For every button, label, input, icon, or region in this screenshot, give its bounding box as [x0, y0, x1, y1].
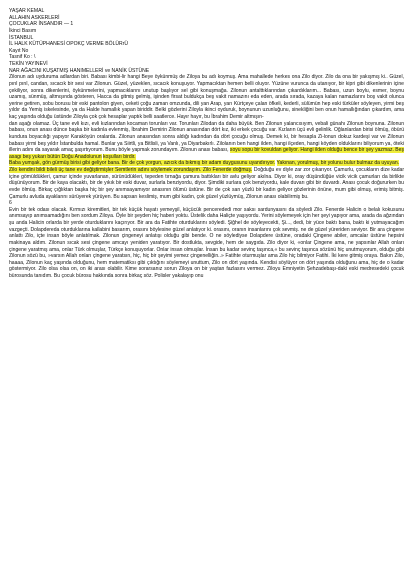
- highlighted-text-line: Yakınan, yorulmuş, bir yolunu bulur bulmaz da uyuyan.: [276, 160, 400, 167]
- text-line: herkes ona Zilo diyor. Zilo da ona bir yakışmış ki.. Güzel, pırıl pırıl, candan, sıcacık bir sesi var Zilonun. Güzel, yüzeklen,: [9, 74, 404, 87]
- text-line: ama, onlar Türk olmuşlar, Türkçe konuşuyorlar. Onlar insan olmuşlar. İnsan bu kadar sevinç taşınca,« bu sevinç taşınca: [49, 246, 319, 253]
- text-line: sürünüdükleri, tepeden tırnağa çamura battıkları bir avlu geliyor akılna. Diyor ki, oray düşündüğüe vicik vicik çamurları: [111, 173, 381, 180]
- text-line: sıcacık konuşuyor. Yapmacıktan hemen belli oluyor. Yüzüne vurunca da utanıyor, bir kipri gibi dikenlerinin içine: [153, 80, 404, 87]
- text-line: Zilonun anası olabilirmiş bu.: [246, 193, 309, 200]
- author-line: YAŞAR KEMAL: [9, 8, 45, 14]
- text-line: Zilo, içte insan böyle anlatılmak. Zilonun çingeneyi anlatışı olduğu gibi bende. O ne söylediyse Dolapdere üstüne,: [25, 233, 292, 240]
- paragraph-3: [9, 160, 404, 167]
- text-line: biliyorum ya, öteki illerin adını da sayarak amaç şaşırtıyorum. Bunu böyle yapmak zorundayım. Zilonun anası babası,: [9, 140, 405, 154]
- record-number-line: Kayıt No: [9, 47, 29, 54]
- text-line: Ben Zilonun yalancısıyım, vebali günahı Zilonun boynuna. Zilonun babası, onun anası dünce başka bir kadınla: [9, 120, 405, 134]
- text-line: bitmiş. Çamurlu avluda ayaklarını sürüyerek yürüyen. Bu sapsarı keslimiş, mum gibi kadın, çok güzel yüzlüymüş,: [9, 186, 405, 200]
- header-block: [9, 8, 404, 74]
- paragraph-1: [9, 74, 404, 120]
- highlighted-text-line: Baba yumşak, gön gürmüş birisi gibi geliyor bana. Bir de çok yorgun, azıcık da bıkmış bir adam duygusunu uyandırıyor.: [9, 160, 276, 167]
- text-line: Bunlar ya Siirtli, ya Bitlisli, ya Vanlı, ya Diyarbakırlı. Zilolanın ben hangi ilden, hangi ilçeden, hangi köyden olduklarını: [101, 140, 362, 147]
- paragraph-4: [9, 167, 404, 200]
- text-line: Demir altmışın-: [229, 114, 264, 120]
- text-line: olunca yerine getiren, sobu borusu bir eski pantolon giyen, ceketi çoğu zaman omzunda, dili yan Arap, yarı Kürtçeye: [9, 94, 404, 107]
- text-line: Zilonun antalttıklarından çıkardıklarım... Babası, uzun boylu, esmer, boynu uzamış, sünmüş, altmışında gösteren, Hacca: [9, 87, 405, 101]
- text-line: benziyordu, kale duvarı gibi bir duvardı. Anası çocuk doğururken bu evde ölmüş. Birkaç çığlıktan başka hiç bir şey: [9, 180, 404, 193]
- text-line: yapan biriddir. Belki gözlerini Ziloyla ikinci oyduruk, boynunun uzunluğunu, sinekliğini ben onun hamallığından: [121, 107, 371, 114]
- text-line: çalan öfkeli, kederli, sülümün hep eski türküler söyleyen, yirmi beş yıldır da Yemiş iskelesinde, ya da Halde hamallık: [9, 100, 404, 114]
- text-line: medresedeki çocuk bürosunda tanıdım. Bu çocuk bürosu hakkında sonra birkaç söz. Polisler yakalayıp onu: [9, 266, 405, 279]
- text-line: dan aşağı olamaz. Üç tane evli kızı, evli kızlarından kocaman torunları var. Torunları Zilodan da daha büyük.: [9, 120, 254, 127]
- paragraph-2: [9, 121, 404, 161]
- text-line: Zilonun adı uyduruma adlardan biri. Babası kimbi-lir hangi Beye öykünmüş de Ziloya bu adı koymuş. Ama mahallede: [9, 74, 274, 81]
- highlighted-text-line: koşulları birdir.: [103, 153, 136, 160]
- text-line: olabilir. Kime sorarsanız sorun Ziloya on bir yaştan fazlasını vermez. Ziloyu Emniyetin Şehzadebaşı-daki eski: [107, 266, 358, 273]
- library-stamp-line: İL HALK KÜTÜPHANESİ OPOKÇ VERME BÖLÜRrÜ: [9, 41, 129, 48]
- text-line: Bakın Zilo, haaaa, Zilonun kaç yaşında olduğunu, hem matematiksı gibi çıktığını söylemeyi unuttum, Zilo on dört: [9, 253, 404, 266]
- series-line: ÇOCUKLAR İNSANDIR — 1: [9, 21, 74, 28]
- text-line: Bir dostlukta, sevgide, hem de saygıda. Zilo diyor ki, «onlar Çingene ama, ne yapsınlar Allah onları çingene yaratmış: [9, 239, 404, 253]
- text-line: çocuğu olmuş. Demek ki, bir hesapla Zi-lonun dokuz kardeşi var ve Zilonun babası yirmi beş yıldır İstanbulda hamal.: [9, 133, 405, 147]
- text-line: çingenelliğin..» Fatihte oturmuşlar ama Zilo hiç bilmiyor Fatihi. İki kere gitmiş oraya.: [190, 253, 379, 260]
- paragraph-5: [9, 207, 404, 280]
- classification-line: Tasnif Ko : \: [9, 54, 36, 61]
- text-line: da birlikte düşünüyorum. Bir de kaya olacaktı, bir de yıkık bir eski duvar, surlarla benziyordu, diyor. Şimdiki surlara çok: [9, 173, 405, 187]
- text-line: çıkardım, ama kaç yaşında olduğu üstünde Ziloyla çok çok hesaplar yaptık belli saatlerce. Hayır hayır, bu İbrahim: [9, 107, 404, 120]
- text-line: oradaki Çingene abiler, amcalar üstüne hepsini makinaya aldım. Zilonun sıcak sesi çingene amcayı yeniden yaratıyor.: [9, 233, 404, 246]
- highlighted-text-line: soyu sopu bir kovuldan geliyor. Hangi ilden olduğu bence bir şey yazmaz. Beş asagı beş yukarı bütün Doğu Anadolunun: [9, 147, 404, 160]
- text-line: dedi, bir yüce baktı bana, baktı ki yutmayacağım vazgeçti. Dolapdereda oturduklarına kallabini basarım, orasını: [9, 220, 404, 233]
- text-line: çekiliyor, sonra dikenlerini, öykünmelerini, yapmacıklarını unutup başlıyor sel gibi konuşmağa.: [9, 87, 228, 94]
- text-line: Halicin orlarda bir yerde oturduklarını kaçırıyor. Bir ara da Fatihte oturduklarını söyledi. Şiğhel de söyleyecekti, Şi...,: [29, 220, 292, 226]
- text-line: evlenmiş, İbrahim Demirin Zilonun anasından dört kız, iki erkek çocuğu var. Kızların üçü evli gelinlik. Oğlanlardan: [108, 127, 362, 134]
- text-line: Evin bir tek odası olacak. Kırmızı kiremitleri, bir tek küçük hayatı yemeyşil, küçücük pencerededi mor saksı sardunyasını: [9, 206, 287, 213]
- page-number: 6: [9, 200, 12, 207]
- text-line: haberi yoktu. Üstelik daha Haliçte yaşıyordu. Yerini söylemeyek için her şeyi yapıyor ama, arada da ağzından şu anda: [9, 213, 404, 226]
- text-line: anımsayamıyor anasının ölümü üstüne. Bir de çok sarı yüzlü bir kadın geliyor gözlerinin önüne, mum gibi olmuş, erimiş: [115, 186, 388, 193]
- text-line: da söyledi Zilo. Fenerde Halicin o belalı kokusunu anımsayıp anımsamadığını ben sordum Ziloya. Öyle bir şeyden hiç: [9, 206, 404, 220]
- text-line: da gitmiş gelmiş, işinden firsat buldukça beş vakit namazını eda eden, arada sırada, kazaya kalan namazlarını boş vakit: [113, 94, 388, 101]
- publisher-line: TEKİN YAYINEVİ: [9, 61, 48, 67]
- highlighted-text-line: Zilo kendini bildi bileli üç tane ev değiştirmişler Semtlerin adını söylemek zorundayım. Zilo Fenerde doğmuş.: [9, 167, 253, 173]
- chapter-heading: NAR AĞACINI KUŞATMIŞ HANIMELLERİ ve NANİK ÜSTÜNE: [9, 67, 150, 74]
- text-line: yaşında. Kendisi söylüyor on dört yaşında olduğunu ama, hiç de o kadar göstermiyor. Zilo olsa olsa on, on iki arası: [9, 259, 404, 273]
- title-line: ALLAHIN ASKERLERİ: [9, 14, 60, 21]
- text-line: Doğduğu ev diyle zar zor çıkarıyor. Çamurlu, çocukların dize kadar içine gömüldükleri, çamur içinde yuvarlanan,: [9, 167, 404, 180]
- text-line: sözünü hiç unutmuyorum, olduğu gibi Zilonun sözü bu, »varsın Allah onları çingene yaratsın, hiç, hiç bir şeyimi yemez: [9, 246, 405, 260]
- text-line: böylesine güzel anlatıyor ki. orasını, oranın insanlarını çok sevmiş. ne de güzel yüreriden seviyor. Bir ara çingene anlattı: [9, 226, 404, 240]
- city-line: İSTANBUL: [9, 34, 34, 41]
- text-line: birisi ölmüş, öbürü kundura boyacılığı yapıyor Karaköyün oralarda. Zilonun anasından sonra aldığı kadından da dört: [9, 127, 405, 140]
- edition-line: İkinci Basım: [9, 27, 37, 34]
